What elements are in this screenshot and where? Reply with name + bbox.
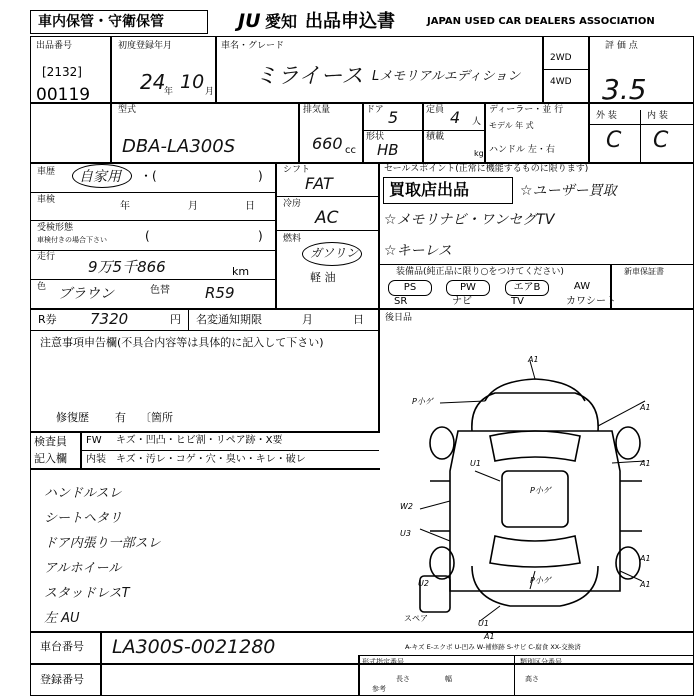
repaint-label: 色替	[150, 285, 170, 296]
history-circle	[72, 164, 132, 188]
inspection-row1: キズ・凹凸・ヒビ割・リペア跡・X要	[116, 435, 283, 446]
inspect-year-unit: 年	[120, 201, 130, 212]
equipment-item: ナビ	[452, 296, 472, 307]
type-designation: 形式指定番号	[362, 658, 404, 666]
ac: AC	[315, 208, 339, 228]
ac-label: 冷房	[283, 199, 302, 209]
inspection-row1-label: FW	[86, 435, 102, 446]
repair-label: 修復歴	[56, 411, 89, 424]
org-name: 愛知	[265, 12, 298, 31]
damage-mark: A1	[528, 355, 539, 364]
registration-label: 名変通知期限	[196, 313, 262, 326]
listing-number: 00119	[36, 85, 91, 105]
interior-label: 内 装	[647, 111, 668, 121]
capacity-label: 定員	[426, 105, 445, 115]
manual-label: 受検形態	[37, 223, 74, 233]
damage-mark: P小ゲ	[530, 486, 551, 495]
exterior-grade: C	[606, 128, 622, 153]
mileage-label: 走行	[37, 252, 56, 262]
width-label: 幅	[445, 675, 452, 683]
selling-note-3: ☆キーレス	[384, 243, 452, 259]
proper-label: 参考	[372, 685, 386, 693]
damage-mark: A1	[640, 459, 651, 468]
person-unit: 人	[472, 117, 482, 127]
class-designation: 類別区分番号	[520, 658, 562, 666]
equipment-label: 装備品(純正品に限り○をつけてください)	[396, 267, 564, 277]
equipment-item: SR	[394, 296, 408, 307]
history-label: 車歴	[37, 167, 56, 177]
inspection-row2-label: 内装	[86, 454, 106, 465]
buyback: 買取店出品	[389, 180, 470, 199]
yen-unit: 円	[170, 313, 181, 326]
spare-label: スペア	[404, 614, 428, 623]
doors: 5	[388, 108, 399, 127]
fuel-gas: ガソリン	[310, 246, 359, 260]
storage-tag: 車内保管・守衛保管	[38, 14, 164, 30]
equipment-item: PS	[388, 280, 432, 296]
history-value: 自家用	[79, 169, 121, 185]
reg-label: 登録番号	[40, 673, 84, 686]
displacement: 660	[312, 134, 343, 153]
damage-legend: A-キズ E-エクボ U-凹み W-補修跡 S-サビ C-腐食 XX-交換済	[405, 643, 581, 651]
rear-label: 後日品	[385, 313, 413, 323]
entry-label: 記入欄	[34, 452, 67, 465]
reg-month-unit: 月	[302, 313, 313, 326]
damage-mark: A1	[640, 580, 651, 589]
listing-number-label: 出品番号	[36, 41, 73, 51]
car-name-label: 車名・グレード	[221, 41, 285, 51]
damage-mark: A1	[484, 632, 495, 641]
org-english: JAPAN USED CAR DEALERS ASSOCIATION	[427, 16, 655, 27]
height-label: 高さ	[525, 675, 539, 683]
remark-line: スタッドレスT	[44, 586, 130, 601]
chassis-label: 車台番号	[40, 640, 84, 653]
fuel-diesel: 軽 油	[310, 271, 336, 284]
drive-4wd: 4WD	[550, 77, 572, 87]
notes-label: 注意事項申告欄(不具合内容等は具体的に記入して下さい)	[40, 336, 324, 349]
equipment-item: カワシート	[566, 296, 616, 307]
interior-grade: C	[653, 128, 669, 153]
displacement-label: 排気量	[303, 105, 331, 115]
repair-value: 有	[115, 411, 126, 424]
first-reg-year: 24	[140, 70, 166, 94]
repair-place: 〔箇所	[140, 411, 173, 424]
remark-line: ドア内張り一部スレ	[44, 536, 161, 551]
damage-mark: P小ゲ	[530, 576, 551, 585]
damage-mark: A1	[640, 554, 651, 563]
damage-mark: U3	[400, 529, 411, 538]
grade: Lメモリアルエディション	[372, 69, 521, 84]
first-reg-label: 初度登録年月	[118, 41, 173, 51]
load-label: 積載	[426, 132, 445, 142]
recycle-label: R券	[38, 313, 57, 326]
equipment-item: TV	[511, 296, 524, 307]
inspector-label: 検査員	[34, 435, 67, 448]
score-label: 評 価 点	[605, 41, 638, 51]
fuel-circle	[302, 242, 362, 266]
selling-note-1: ☆ユーザー買取	[520, 183, 617, 199]
remark-line: シートヘタリ	[44, 511, 123, 526]
selling-points-label: セールスポイント(正常に機能するものに限ります)	[384, 164, 589, 174]
equipment-item: エアB	[505, 280, 549, 296]
color: ブラウン	[58, 286, 114, 302]
drive-2wd: 2WD	[550, 53, 572, 63]
equipment-item: AW	[573, 281, 591, 292]
recycle-amount: 7320	[90, 310, 129, 328]
inspection-label: 車検	[37, 195, 56, 205]
ju-logo: JU	[238, 10, 261, 32]
car-name: ミライース	[255, 64, 364, 89]
damage-mark: P小ゲ	[412, 397, 433, 406]
model: DBA-LA300S	[122, 136, 236, 157]
month-unit: 月	[205, 87, 215, 97]
dealer-label: ディーラー・並 行	[489, 105, 564, 115]
warranty-label: 新車保証書	[624, 267, 664, 276]
damage-mark: U1	[478, 619, 489, 628]
kg-unit: kg	[474, 149, 484, 158]
inspect-month-unit: 月	[188, 201, 198, 212]
exterior-label: 外 装	[596, 111, 617, 121]
length-label: 長さ	[396, 675, 410, 683]
chassis: LA300S-0021280	[112, 636, 276, 658]
mileage: 9万5千866	[88, 258, 166, 276]
form-title: 出品申込書	[305, 11, 395, 32]
selling-note-2: ☆メモリナビ・ワンセグTV	[384, 212, 555, 228]
capacity: 4	[450, 108, 461, 127]
shape-label: 形状	[366, 132, 385, 142]
shape: HB	[377, 141, 399, 159]
score: 3.5	[602, 73, 647, 106]
shift: FAT	[305, 174, 333, 193]
inspect-day-unit: 日	[245, 201, 255, 212]
damage-mark: U1	[470, 459, 481, 468]
damage-mark: A1	[640, 403, 651, 412]
cc-unit: cc	[345, 145, 356, 156]
model-year-label: モデル 年 式	[489, 121, 534, 130]
first-reg-month: 10	[180, 71, 205, 93]
model-label: 型式	[118, 105, 137, 115]
equipment-item: PW	[446, 280, 490, 296]
inspection-row2: キズ・汚レ・コゲ・穴・臭い・キレ・破レ	[116, 454, 306, 465]
reg-day-unit: 日	[353, 313, 364, 326]
lot-tag: [2132]	[42, 65, 82, 79]
km-unit: km	[232, 265, 250, 278]
remark-line: 左 AU	[44, 611, 80, 626]
handle-label: ハンドル 左・右	[489, 145, 555, 155]
damage-mark: W2	[400, 502, 413, 511]
shift-label: シフト	[283, 165, 311, 175]
color-code: R59	[205, 284, 235, 302]
damage-mark: U2	[418, 579, 429, 588]
color-label: 色	[37, 282, 47, 292]
fuel-label: 燃料	[283, 234, 302, 244]
remark-line: ハンドルスレ	[44, 486, 122, 501]
doors-label: ドア	[366, 105, 384, 115]
remark-line: アルホイール	[44, 561, 122, 576]
year-unit: 年	[164, 87, 174, 97]
manual-note: 車検付きの場合下さい	[37, 236, 107, 244]
